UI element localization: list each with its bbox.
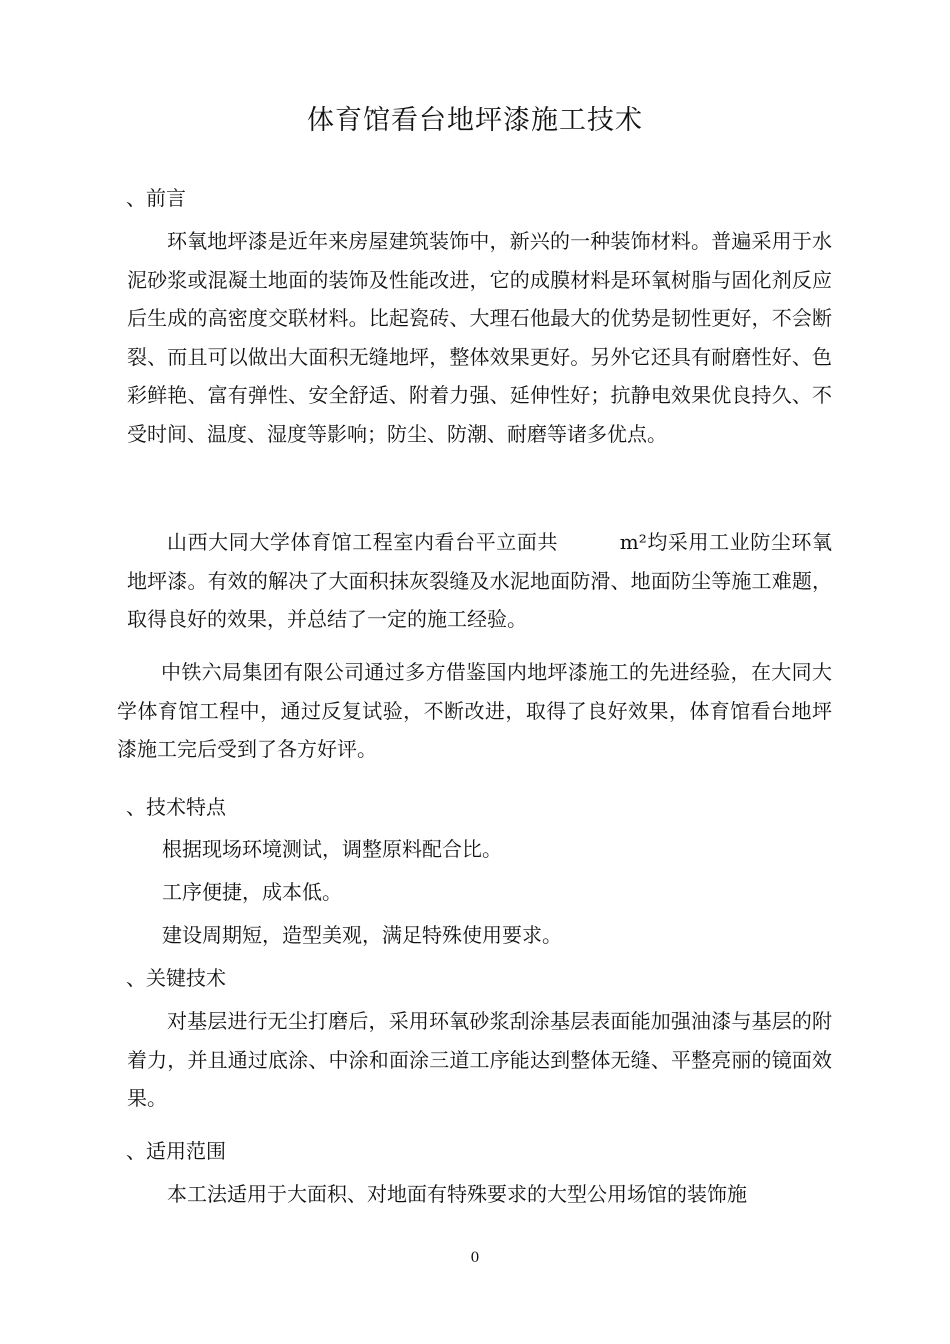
page-number: 0 xyxy=(470,1250,480,1266)
preface-paragraph-1: 环氧地坪漆是近年来房屋建筑装饰中，新兴的一种装饰材料。普遍采用于水泥砂浆或混凝土地面的装饰及性能改进，它的成膜材料是环氧树脂与固化剂反应后生成的高密度交联材料。比起瓷砖、大理石他最大的优势是韧性更好，不会断裂、而且可以做出大面积无缝地坪，整体效果更好。另外它还具有耐磨性好、色彩鲜艳、富有弹性、安全舒适、附着力强、延伸性好；抗静电效果优良持久、不受时间、温度、湿度等影响；防尘、防潮、耐磨等诸多优点。 xyxy=(127,229,832,446)
feature-item-3: 建设周期短，造型美观，满足特殊使用要求。 xyxy=(162,923,562,947)
preface-paragraph-3: 中铁六局集团有限公司通过多方借鉴国内地坪漆施工的先进经验，在大同大学体育馆工程中，通过反复试验，不断改进，取得了良好效果，体育馆看台地坪漆施工完后受到了各方好评。 xyxy=(117,660,832,761)
document-title: 体育馆看台地坪漆施工技术 xyxy=(307,105,643,136)
feature-item-1: 根据现场环境测试，调整原料配合比。 xyxy=(162,837,502,861)
scope-paragraph: 本工法适用于大面积、对地面有特殊要求的大型公用场馆的装饰施 xyxy=(167,1182,747,1206)
key-technology-paragraph: 对基层进行无尘打磨后，采用环氧砂浆刮涂基层表面能加强油漆与基层的附着力，并且通过底涂、中涂和面涂三道工序能达到整体无缝、平整亮丽的镜面效果。 xyxy=(127,1009,832,1110)
preface-paragraph-2: 山西大同大学体育馆工程室内看台平立面共 m²均采用工业防尘环氧地坪漆。有效的解决了大面积抹灰裂缝及水泥地面防滑、地面防尘等施工难题，取得良好的效果，并总结了一定的施工经验。 xyxy=(127,530,832,631)
section-heading-key-technology: 、关键技术 xyxy=(126,966,226,990)
feature-item-2: 工序便捷，成本低。 xyxy=(162,880,342,904)
section-heading-features: 、技术特点 xyxy=(126,795,226,819)
section-heading-preface: 、前言 xyxy=(126,186,186,210)
section-heading-scope: 、适用范围 xyxy=(126,1139,226,1163)
